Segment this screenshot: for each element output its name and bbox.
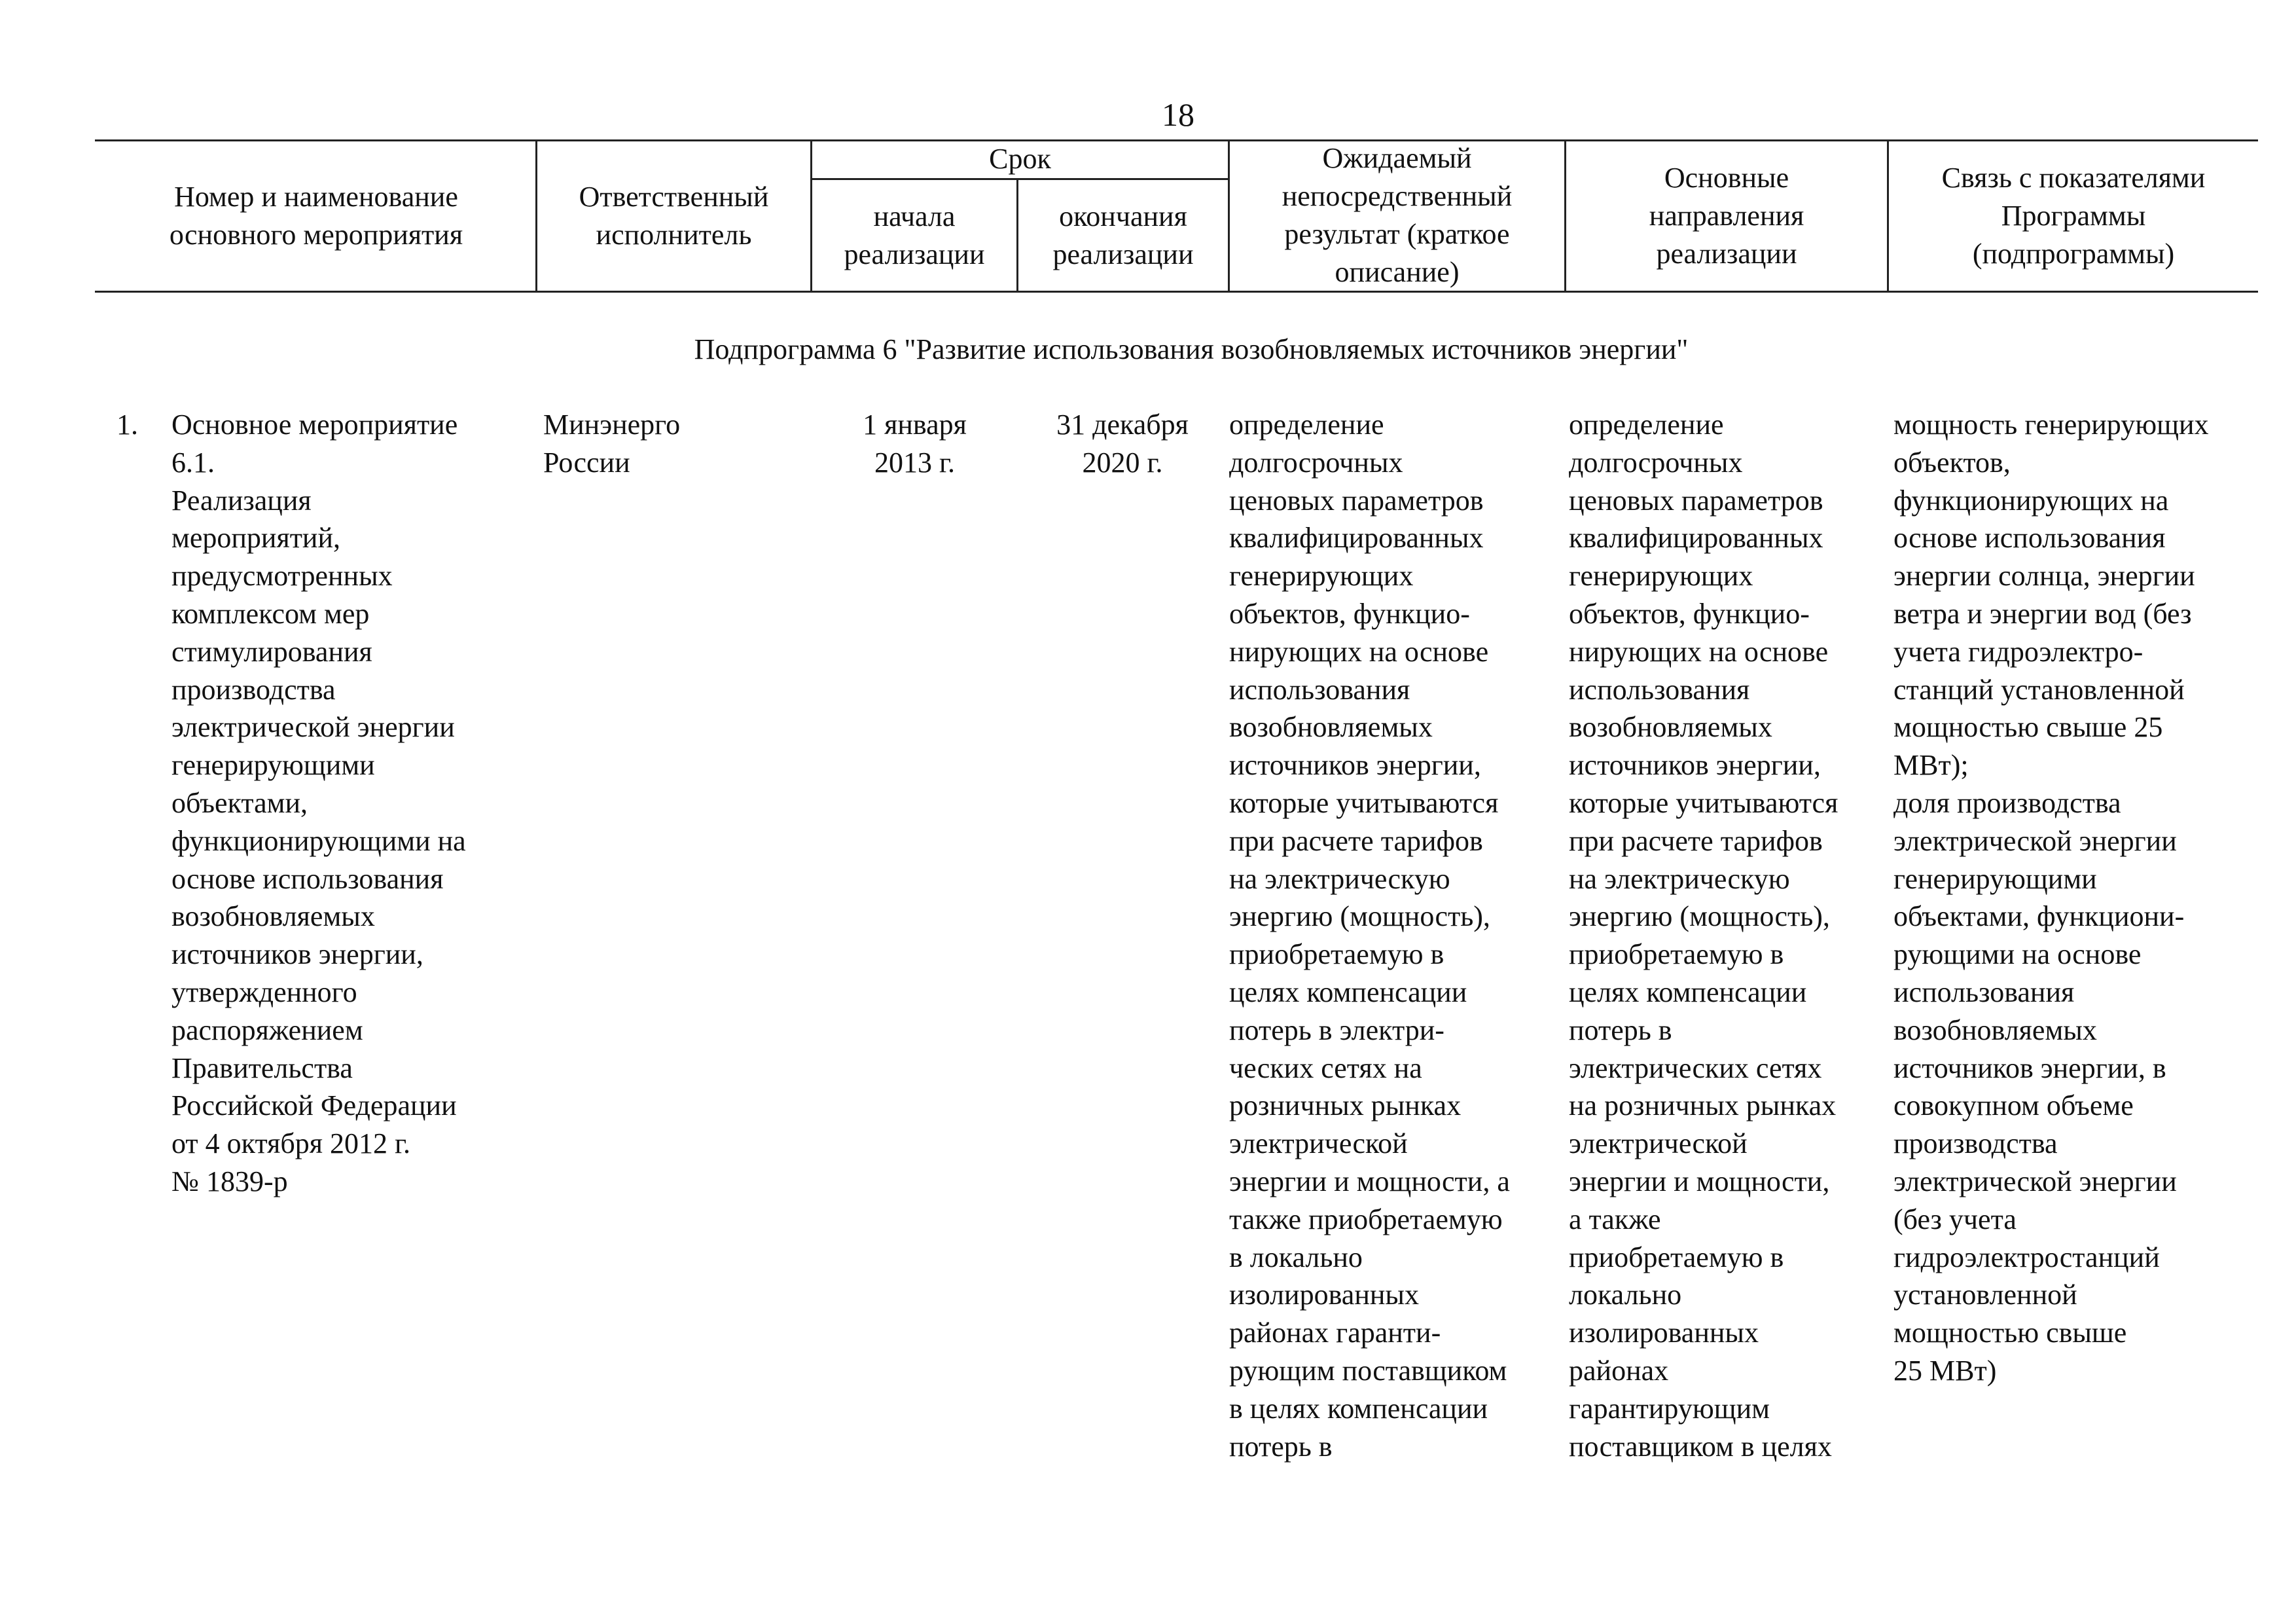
row-end-date: 31 декабря 2020 г. <box>1056 409 1189 479</box>
header-term-start: начала реализации <box>844 200 985 270</box>
row-expected-result: определение долгосрочных ценовых параметров квалифицированных генерирующих объектов, функцио- нирующих на основе использования возобновляемых источников энергии, которые учитываются при расчете тарифов на электрическую энергию (мощность), приобретаемую в целях компенсации потерь в электри- ческих сетях на розничных рынках электрической энергии и мощности, а также приобретаемую в локально изолированных районах гаранти- рующим поставщиком в целях компенсации потерь в <box>1229 409 1510 1463</box>
header-bottom-rule <box>95 291 2258 293</box>
header-executor: Ответственный исполнитель <box>579 181 769 251</box>
row-activity-name: Основное мероприятие 6.1. Реализация мероприятий, предусмотренных комплексом мер стимулирования производства электрической энергии генерирующими объектами, функционирующими на основе использования возобновляемых источников энергии, утвержденного распоряжением Правительства Российской Федерации от 4 октября 2012 г. № 1839-р <box>171 409 466 1197</box>
page-number: 18 <box>1162 96 1194 133</box>
row-indicators: мощность генерирующих объектов, функционирующих на основе использования энергии солнца, энергии ветра и энергии вод (без учета гидроэлектро- станций установленной мощностью свыше 25 МВт); доля производства электрической энергии генерирующими объектами, функциони- рующими на основе использования возобновляемых источников энергии, в совокупном объеме производства электрической энергии (без учета гидроэлектростанций установленной мощностью свыше 25 МВт) <box>1893 409 2209 1387</box>
row-number: 1. <box>117 409 138 441</box>
header-directions: Основные направления реализации <box>1649 162 1804 270</box>
header-term-end: окончания реализации <box>1052 200 1194 270</box>
row-directions: определение долгосрочных ценовых параметров квалифицированных генерирующих объектов, функцио- нирующих на основе использования возобновляемых источников энергии, которые учитываются при расчете тарифов на электрическую энергию (мощность), приобретаемую в целях компенсации потерь в электрических сетях на розничных рынках электрической энергии и мощности, а также приобретаемую в локально изолированных районах гарантирующим поставщиком в целях <box>1569 409 1839 1463</box>
row-executor: Минэнерго России <box>543 409 681 479</box>
header-number-name: Номер и наименование основного мероприятия <box>169 181 463 251</box>
header-indicators: Связь с показателями Программы (подпрограммы) <box>1941 162 2206 270</box>
header-expected-result: Ожидаемый непосредственный результат (краткое описание) <box>1282 141 1513 288</box>
header-term: Срок <box>989 142 1051 175</box>
subprogram-title: Подпрограмма 6 "Развитие использования возобновляемых источников энергии" <box>694 333 1689 365</box>
row-start-date: 1 января 2013 г. <box>863 409 967 479</box>
